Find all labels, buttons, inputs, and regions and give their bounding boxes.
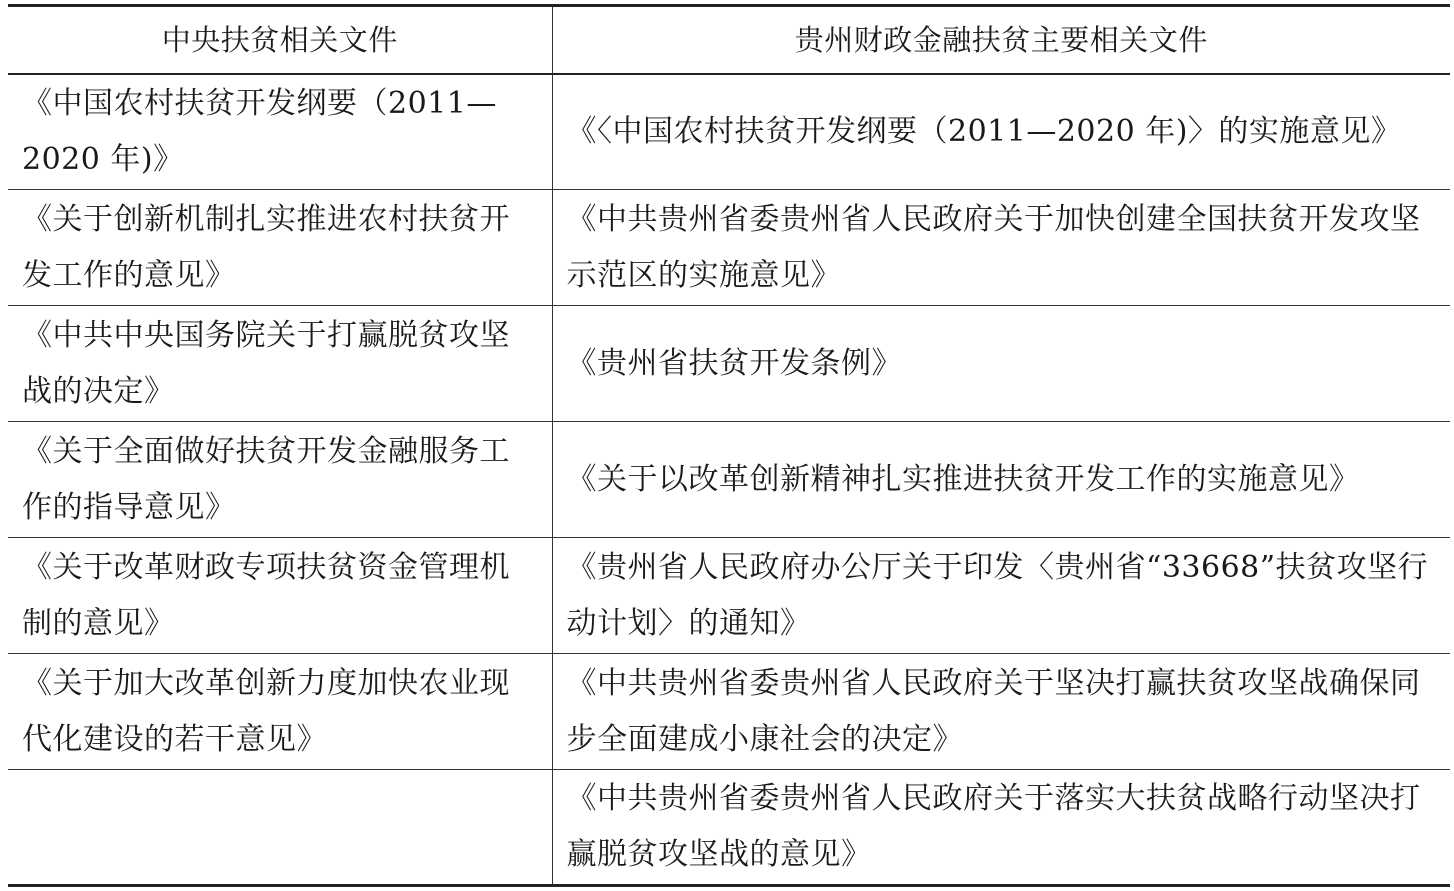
cell-guizhou: 《贵州省扶贫开发条例》 [552, 306, 1450, 422]
cell-central: 《中国农村扶贫开发纲要（2011—2020 年)》 [8, 74, 552, 190]
cell-guizhou: 《中共贵州省委贵州省人民政府关于加快创建全国扶贫开发攻坚示范区的实施意见》 [552, 190, 1450, 306]
poverty-policy-table [8, 4, 1450, 887]
table-row [8, 190, 1450, 306]
table-row [8, 770, 1450, 886]
table-row [8, 538, 1450, 654]
cell-guizhou: 《贵州省人民政府办公厅关于印发〈贵州省“33668”扶贫攻坚行动计划〉的通知》 [552, 538, 1450, 654]
cell-guizhou: 《〈中国农村扶贫开发纲要（2011—2020 年)〉的实施意见》 [552, 74, 1450, 190]
cell-guizhou: 《关于以改革创新精神扎实推进扶贫开发工作的实施意见》 [552, 422, 1450, 538]
table-header [8, 6, 1450, 74]
cell-guizhou: 《中共贵州省委贵州省人民政府关于落实大扶贫战略行动坚决打赢脱贫攻坚战的意见》 [552, 770, 1450, 886]
table-row [8, 654, 1450, 770]
table-row [8, 306, 1450, 422]
cell-guizhou: 《中共贵州省委贵州省人民政府关于坚决打赢扶贫攻坚战确保同步全面建成小康社会的决定》 [552, 654, 1450, 770]
cell-central: 《关于创新机制扎实推进农村扶贫开发工作的意见》 [8, 190, 552, 306]
header-row [8, 6, 1450, 74]
document-table-container [8, 4, 1450, 887]
header-central: 中央扶贫相关文件 [8, 6, 552, 74]
table-body [8, 74, 1450, 886]
cell-central: 《关于改革财政专项扶贫资金管理机制的意见》 [8, 538, 552, 654]
cell-central [8, 770, 552, 886]
table-row [8, 422, 1450, 538]
cell-central: 《关于全面做好扶贫开发金融服务工作的指导意见》 [8, 422, 552, 538]
header-guizhou: 贵州财政金融扶贫主要相关文件 [794, 22, 1208, 57]
cell-central: 《关于加大改革创新力度加快农业现代化建设的若干意见》 [8, 654, 552, 770]
cell-central: 《中共中央国务院关于打赢脱贫攻坚战的决定》 [8, 306, 552, 422]
table-row [8, 74, 1450, 190]
